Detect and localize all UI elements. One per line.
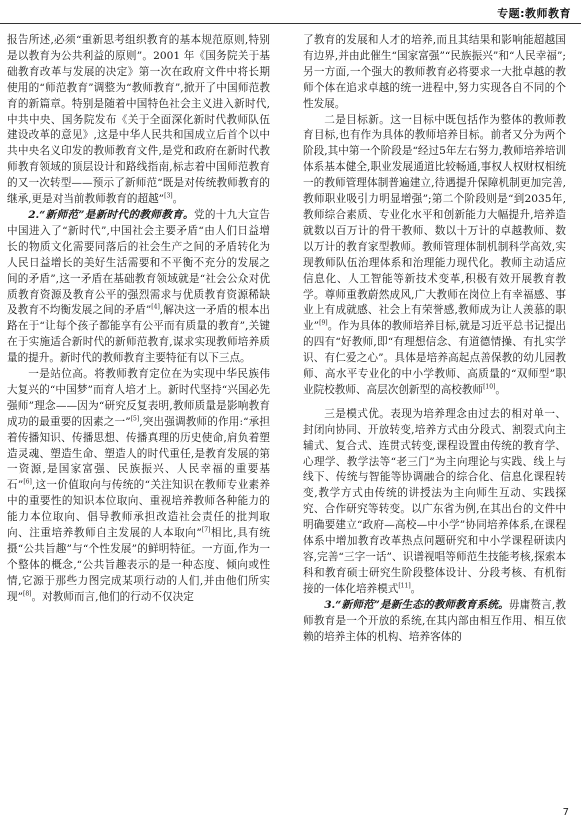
paragraph-text: 报告所述,必须“重新思考组织教育的基本规范原则,特别是以教育为公共利益的原则”。2001 年《国务院关于基础教育改革与发展的决定》第一次在政府文件中将长期使用的“师范教育”调整为“教师教育”,掀开了中国师范教育的新篇章。特别是随着中国特色社会主义进入新时代,中共中央、国务院发布《关于全面深化新时代教师队伍建设改革的意见》,这是中华人民共和国成立后首个以中共中央名义印发的教师教育文件,是党和政府在新时代教师教育领域的顶层设计和路线指南,标志着中国师范教育的又一次转型——预示了新师范“既是对传统教师教育的继承,更是对当前教师教育的超越” (7, 34, 270, 206)
paragraph-text: 。 (410, 582, 422, 595)
page-number: 7 (562, 807, 569, 818)
paragraph (7, 208, 270, 367)
paragraph-text: 。作为具体的教师培养目标,就是习近平总书记提出的四有“好教师,即“有理想信念、有道德情操、有扎实学识、有仁爱之心”。具体是培养高起点善保教的幼儿园教师、高水平专业化的中小学教师、高质量的“双师型”职业院校教师、高层次创新型的高校教师 (303, 320, 566, 396)
paragraph (303, 407, 566, 598)
paragraph-text: 。对教师而言,他们的行动不仅决定 (31, 590, 194, 603)
paragraph-text: 党的十九大宣告中国进入了“新时代”,中国社会主要矛盾“由人们日益增长的物质文化需要同落后的社会生产之间的矛盾转化为人民日益增长的美好生活需要和不平衡不充分的发展之间的矛盾”,这一矛盾在基础教育领域就是“社会公众对优质教育资源及教育公平的强烈需求与优质教育资源稀缺及教育不均衡发展之间的矛盾” (7, 208, 271, 317)
paragraph-text: ,这一价值取向与传统的“关注知识在教师专业素养中的重要性的知识本位取向、重视培养教师各种能力的能力本位取向、倡导教师承担改造社会责任的批判取向、注重培养教师自主发展的人本取向” (7, 479, 270, 540)
right-column (303, 33, 566, 645)
citation: [7] (201, 526, 211, 534)
paragraph-text: 。 (495, 383, 507, 396)
paragraph-text: 毋庸赘言,教师教育是一个开放的系统,在其内部由相互作用、相互依赖的培养主体的机构、培养客体的 (303, 598, 566, 643)
citation: [8] (23, 590, 32, 598)
header-divider (0, 23, 581, 24)
paragraph-text: 。 (172, 193, 184, 206)
citation: [6] (23, 478, 32, 486)
paragraph-text: 了教育的发展和人才的培养,而且其结果和影响能超越国有边界,并由此催生“国家富强”“民族振兴”和“人民幸福”;另一方面,一个强大的教师教育必将要求一大批卓越的教师个体在追求卓越的统一进程中,努力实现各自不同的个性发展。 (303, 34, 566, 110)
page-header (0, 0, 581, 28)
section-title: 专题:教师教育 (497, 7, 571, 20)
paragraph-text: 二是目标新。这一目标中既包括作为整体的教师教育目标,也有作为具体的教师培养目标。前者又分为两个阶段,其中第一个阶段是“经过5年左右努力,教师培养培训体系基本健全,职业发展通道比较畅通,事权人权财权相统一的教师管理体制普遍建立,待遇提升保障机制更加完善,教师职业吸引力明显增强”;第二个阶段则是“到2035年,教师综合素质、专业化水平和创新能力大幅提升,培养造就数以百万计的骨干教师、数以十万计的卓越教师、数以万计的教育家型教师。教师管理体制机制科学高效,实现教师队伍治理体系和治理能力现代化。教师主动适应信息化、人工智能等新技术变革,积极有效开展教育教学。尊师重教蔚然成风,广大教师在岗位上有幸福感、事业上有成就感、社会上有荣誉感,教师成为让人羡慕的职业” (303, 113, 566, 333)
citation: [10] (483, 383, 496, 391)
citation: [3] (164, 192, 173, 200)
subheading: 2.“新师范”是新时代的教师教育。 (28, 208, 194, 221)
citation: [5] (130, 415, 140, 423)
paragraph (303, 113, 566, 399)
paragraph-text: ,突出强调教师的作用:“承担着传播知识、传播思想、传播真理的历史使命,肩负着塑造灵魂、塑造生命、塑造人的时代重任,是教育发展的第一资源,是国家富强、民族振兴、人民幸福的重要基石” (7, 415, 270, 492)
paragraph-text: 三是模式优。表现为培养理念由过去的相对单一、封闭向协同、开放转变,培养方式由分段式、割裂式向主辅式、复合式、连贯式转变,课程设置由传统的教育学、心理学、教学法等“老三门”为主向理论与实践、线上与线下、传统与智能等协调融合的综合化、信息化课程转变,教学方式由传统的讲授法为主向师生互动、实践探究、合作研究等转变。以广东省为例,在其出台的文件中明确要建立“政府—高校—中小学”协同培养体系,在课程体系中增加教育改革热点问题研究和中小学课程研读内容,完善“三字一话”、识谱视唱等师范生技能考核,探索本科和教育硕士研究生阶段整体设计、分段考核、有机衔接的一体化培养模式 (303, 407, 566, 595)
subheading: 3.“新师范”是新生态的教师教育系统。 (324, 598, 509, 611)
paragraph (303, 598, 566, 646)
paragraph-text: 相比,具有统摄“公共旨趣”与“个性发展”的鲜明特征。一方面,作为一个整体的概念,“公共旨趣表示的是一种态度、倾向或性情,它源于那些力图完成某项行动的人们,并由他们所实现” (7, 527, 270, 603)
paragraph-text: 一是站位高。将教师教育定位在为实现中华民族伟大复兴的“中国梦”而育人培才上。新时代坚持“兴国必先强师”理念——因为“研究反复表明,教师质量是影响教育成功的最重要的因素之一” (7, 368, 270, 428)
citation: [4] (151, 303, 160, 311)
paragraph (303, 33, 566, 113)
left-column (7, 33, 270, 606)
citation: [9] (319, 319, 328, 327)
paragraph-text: ,解决这一矛盾的根本出路在于“让每个孩子都能享有公平而有质量的教育”,关键在于实施适合新时代的新师范教育,谋求实现教师培养质量的提升。新时代的教师教育主要特征有以下三点。 (7, 304, 270, 365)
paragraph (7, 33, 270, 208)
paragraph (7, 367, 270, 606)
citation: [11] (398, 582, 411, 590)
